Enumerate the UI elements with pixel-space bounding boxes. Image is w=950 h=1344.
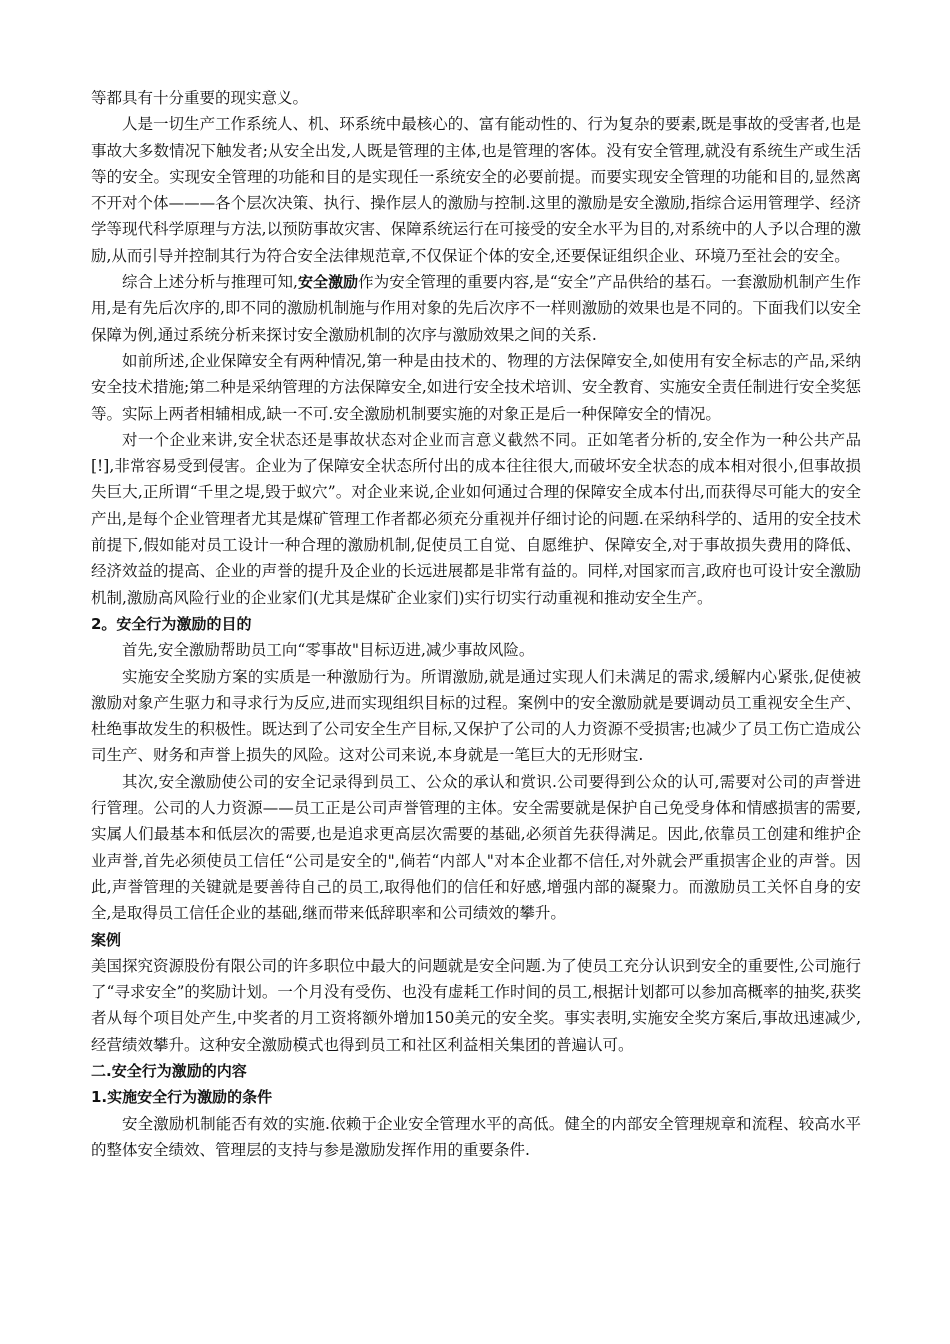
paragraph: 实施安全奖励方案的实质是一种激励行为。所谓激励,就是通过实现人们未满足的需求,缓解内心紧张,促使被激励对象产生驱力和寻求行为反应,进而实现组织目标的过程。案例中的安全激励就是要调动员工重视安全生产、杜绝事故发生的积极性。既达到了公司安全生产目标,又保护了公司的人力资源不受损害;也减少了员工伤亡造成公司生产、财务和声誉上损失的风险。这对公司来说,本身就是一笔巨大的无形财宝.	[91, 667, 861, 765]
paragraph: 人是一切生产工作系统人、机、环系统中最核心的、富有能动性的、行为复杂的要素,既是事故的受害者,也是事故大多数情况下触发者;从安全出发,人既是管理的主体,也是管理的客体。没有安全管理,就没有系统生产或生活等的安全。实现安全管理的功能和目的是实现任一系统安全的必要前提。而要实现安全管理的功能和目的,显然离不开对个体———各个层次决策、执行、操作层人的激励与控制.这里的激励是安全激励,指综合运用管理学、经济学等现代科学原理与方法,以预防事故灾害、保障系统运行在可接受的安全水平为目的,对系统中的人予以合理的激励,从而引导并控制其行为符合安全法律规范章,不仅保证个体的安全,还要保证组织企业、环境乃至社会的安全。	[91, 115, 861, 265]
paragraph: 等都具有十分重要的现实意义。	[91, 89, 309, 107]
paragraph: 对一个企业来讲,安全状态还是事故状态对企业而言意义截然不同。正如笔者分析的,安全作为一种公共产品[!],非常容易受到侵害。企业为了保障安全状态所付出的成本往往很大,而破坏安全状态的成本相对很小,但事故损失巨大,正所谓“千里之堤,毁于蚁穴”。对企业来说,企业如何通过合理的保障安全成本付出,而获得尽可能大的安全产出,是每个企业管理者尤其是煤矿管理工作者都必须充分重视并仔细讨论的问题.在采纳科学的、适用的安全技术前提下,假如能对员工设计一种合理的激励机制,促使员工自觉、自愿维护、保障安全,对于事故损失费用的降低、经济效益的提高、企业的声誉的提升及企业的长远进展都是非常有益的。同样,对国家而言,政府也可设计安全激励机制,激励高风险行业的企业家们(尤其是煤矿企业家们)实行切实行动重视和推动安全生产。	[91, 430, 861, 607]
bold-term: 安全激励	[297, 273, 359, 292]
section-heading: 案例	[91, 930, 122, 949]
paragraph-text: 综合上述分析与推理可知,	[122, 273, 298, 292]
section-heading: 2。安全行为激励的目的	[91, 614, 252, 633]
paragraph: 首先,安全激励帮助员工向“零事故"目标迈进,减少事故风险。	[122, 641, 535, 660]
section-heading: 二.安全行为激励的内容	[91, 1061, 247, 1080]
paragraph: 美国探究资源股份有限公司的许多职位中最大的问题就是安全问题.为了使员工充分认识到安全的重要性,公司施行了“寻求安全”的奖励计划。一个月没有受伤、也没有虚耗工作时间的员工,根据计划都可以参加高概率的抽奖,获奖者从每个项目处产生,中奖者的月工资将额外增加150美元的安全奖。事实表明,实施安全奖方案后,事故迅速减少,经营绩效攀升。这种安全激励模式也得到员工和社区利益相关集团的普遍认可。	[91, 956, 861, 1054]
paragraph-text: 作为安全管理的重要内容,是“安全”产品供给的基石。一套激励机制产生作用,是有先后次序的,即不同的激励机制施与作用对象的先后次序不一样则激励的效果也是不同的。下面我们以安全保障为例,通过系统分析来探讨安全激励机制的次序与激励效果之间的关系.	[91, 273, 861, 344]
document-page	[91, 85, 861, 1163]
paragraph: 如前所述,企业保障安全有两种情况,第一种是由技术的、物理的方法保障安全,如使用有安全标志的产品,采纳安全技术措施;第二种是采纳管理的方法保障安全,如进行安全技术培训、安全教育、实施安全责任制进行安全奖惩等。实际上两者相辅相成,缺一不可.安全激励机制要实施的对象正是后一种保障安全的情况。	[91, 351, 861, 423]
paragraph: 安全激励机制能否有效的实施.依赖于企业安全管理水平的高低。健全的内部安全管理规章和流程、较高水平的整体安全绩效、管理层的支持与参是激励发挥作用的重要条件.	[91, 1114, 861, 1159]
subsection-heading: 1.实施安全行为激励的条件	[91, 1088, 273, 1107]
paragraph: 其次,安全激励使公司的安全记录得到员工、公众的承认和赏识.公司要得到公众的认可,需要对公司的声誉进行管理。公司的人力资源——员工正是公司声誉管理的主体。安全需要就是保护自己免受身体和情感损害的需要,实属人们最基本和低层次的需要,也是追求更高层次需要的基础,必须首先获得满足。因此,依靠员工创建和维护企业声誉,首先必须使员工信任“公司是安全的",倘若“内部人"对本企业都不信任,对外就会严重损害企业的声誉。因此,声誉管理的关键就是要善待自己的员工,取得他们的信任和好感,增强内部的凝聚力。而激励员工关怀自身的安全,是取得员工信任企业的基础,继而带来低辞职率和公司绩效的攀升。	[91, 772, 861, 923]
paragraph	[91, 269, 861, 348]
